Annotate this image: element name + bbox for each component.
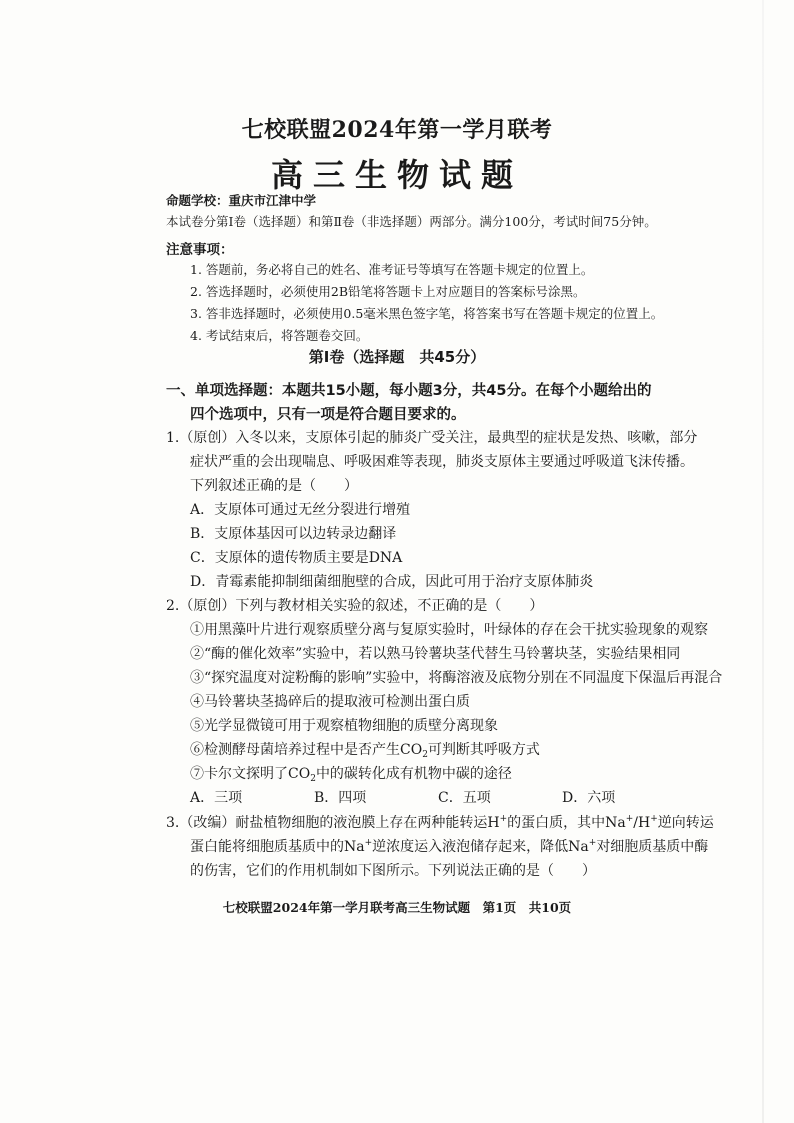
q2-item-7: ⑦卡尔文探明了$CO_2$中的碳转化成有机物中碳的途径 [190,766,512,784]
q3-stem-line1: 3.（改编）耐盐植物细胞的液泡膜上存在两种能转运H+的蛋白质，其中Na+/H+逆向转运 [166,814,714,831]
q1-option-d: D．青霉素能抑制细菌细胞壁的合成，因此可用于治疗支原体肺炎 [190,574,594,590]
q1-stem-line1: 1.（原创）入冬以来，支原体引起的肺炎广受关注，最典型的症状是发热、咳嗽，部分 [166,430,698,446]
q2-item-4: ④马铃薯块茎捣碎后的提取液可检测出蛋白质 [190,694,470,710]
notice-title: 注意事项： [166,242,234,258]
q3-stem-line3: 的伤害，它们的作用机制如下图所示。下列说法正确的是（ ） [190,863,596,879]
q1-stem-line3: 下列叙述正确的是（ ） [190,478,358,494]
exam-intro: 本试卷分第Ⅰ卷（选择题）和第Ⅱ卷（非选择题）两部分。满分100分，考试时间75分钟。 [166,214,657,229]
exam-subtitle: 高三生物试题 [270,156,523,194]
q2-item-1: ①用黑藻叶片进行观察质壁分离与复原实验时，叶绿体的存在会干扰实验现象的观察 [190,622,708,638]
q3-stem-line2: 蛋白能将细胞质基质中的Na+逆浓度运入液泡储存起来，降低Na+对细胞质基质中酶 [190,838,709,855]
q2-item-6: ⑥检测酵母菌培养过程中是否产生$CO_2$可判断其呼吸方式 [190,742,540,760]
q2-option-b: B．四项 [314,790,367,806]
q1-option-c: C．支原体的遗传物质主要是DNA [190,550,403,566]
q2-item-2: ②“酶的催化效率”实验中，若以熟马铃薯块茎代替生马铃薯块茎，实验结果相同 [190,646,681,662]
q2-options [190,787,686,807]
notice-item: 2. 答选择题时，必须使用2B铅笔将答题卡上对应题目的答案标号涂黑。 [190,284,586,299]
part-heading-line2: 四个选项中，只有一项是符合题目要求的。 [190,407,466,423]
notice-item: 1. 答题前，务必将自己的姓名、准考证号等填写在答题卡规定的位置上。 [190,262,594,277]
q2-option-c: C．五项 [438,790,491,806]
q2-option-a: A．三项 [190,790,243,806]
q2-stem: 2.（原创）下列与教材相关实验的叙述，不正确的是（ ） [166,598,544,614]
q2-option-d: D．六项 [562,790,616,806]
notice-item: 4. 考试结束后，将答题卷交回。 [190,328,369,343]
page-footer: 七校联盟2024年第一学月联考高三生物试题 第1页 共10页 [222,900,572,915]
section-title: 第Ⅰ卷（选择题 共45分） [308,348,486,366]
q2-item-3: ③“探究温度对淀粉酶的影响”实验中，将酶溶液及底物分别在不同温度下保温后再混合 [190,670,723,686]
part-heading-line1: 一、单项选择题：本题共15小题，每小题3分，共45分。在每个小题给出的 [166,383,652,399]
q1-option-b: B．支原体基因可以边转录边翻译 [190,526,397,542]
q1-stem-line2: 症状严重的会出现喘息、呼吸困难等表现，肺炎支原体主要通过呼吸道飞沫传播。 [190,454,694,470]
exam-title: 七校联盟2024年第一学月联考 [241,117,553,143]
q1-option-a: A．支原体可通过无丝分裂进行增殖 [190,502,411,518]
q2-item-5: ⑤光学显微镜可用于观察植物细胞的质壁分离现象 [190,718,498,734]
notice-item: 3. 答非选择题时，必须使用0.5毫米黑色签字笔，将答案书写在答题卡规定的位置上。 [190,306,664,321]
setter-school: 命题学校：重庆市江津中学 [166,193,317,208]
